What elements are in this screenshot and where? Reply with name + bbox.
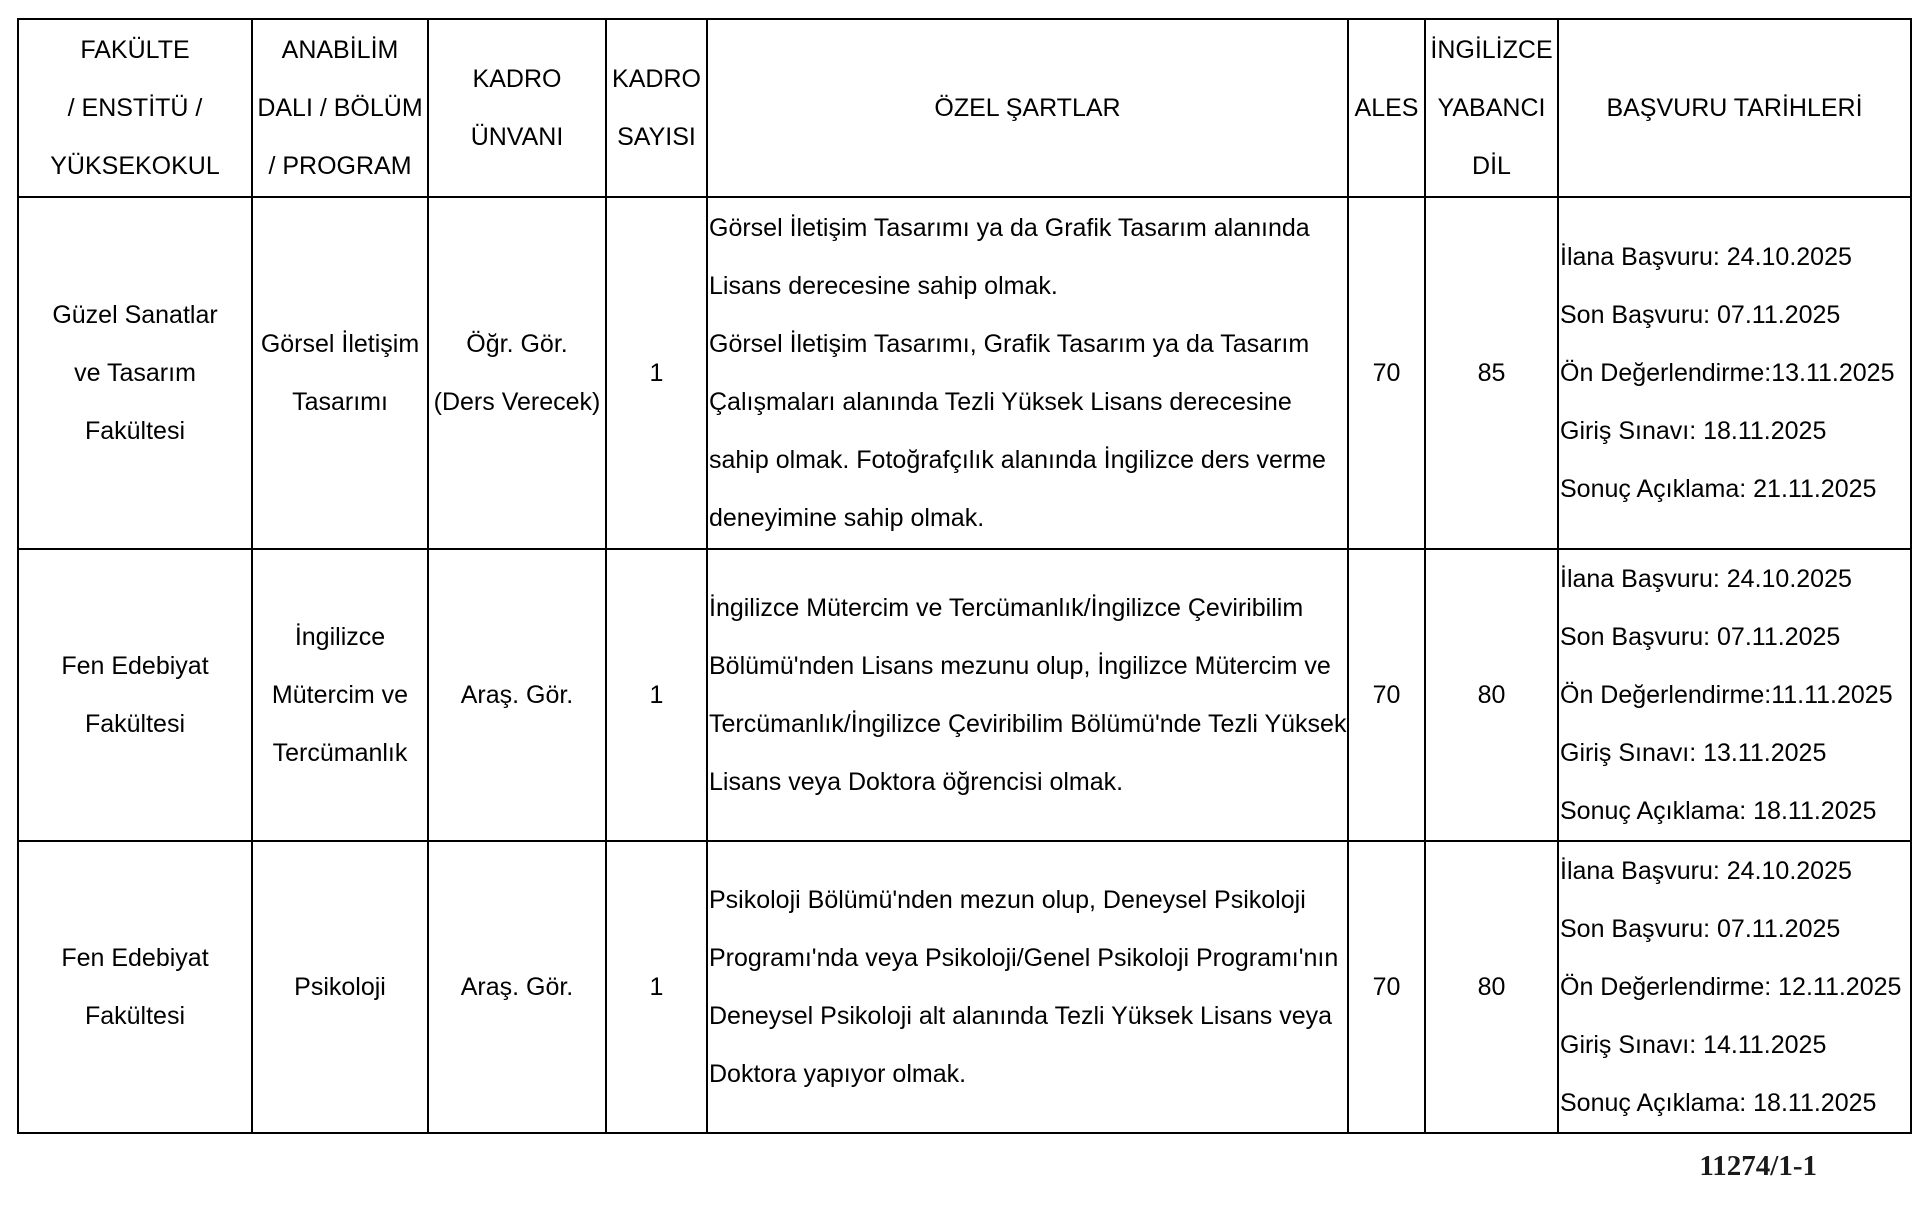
header-fakulte bbox=[18, 19, 252, 197]
header-line: ÖZEL ŞARTLAR bbox=[934, 94, 1121, 122]
header-row bbox=[18, 19, 1911, 197]
unvan-cell bbox=[428, 197, 606, 549]
cell-line: İngilizce Mütercim ve Tercümanlık/İngilizce Çeviribilim bbox=[709, 594, 1304, 622]
unvan-cell bbox=[428, 841, 606, 1133]
cell-line: Sonuç Açıklama: 21.11.2025 bbox=[1560, 475, 1877, 503]
cell-line: Tercümanlık/İngilizce Çeviribilim Bölümü'nde Tezli Yüksek bbox=[709, 710, 1347, 738]
cell-line: Ön Değerlendirme: 12.11.2025 bbox=[1560, 973, 1902, 1001]
cell-line: Görsel İletişim Tasarımı ya da Grafik Tasarım alanında bbox=[709, 214, 1310, 242]
cell-line: Çalışmaları alanında Tezli Yüksek Lisans derecesine bbox=[709, 388, 1292, 416]
header-line: YÜKSEKOKUL bbox=[50, 152, 220, 180]
cell-line: Psikoloji Bölümü'nden mezun olup, Deneysel Psikoloji bbox=[709, 886, 1306, 914]
sartlar-cell bbox=[707, 549, 1348, 841]
fakulte-cell bbox=[18, 197, 252, 549]
sayi-cell: 1 bbox=[606, 841, 707, 1133]
bolum-cell bbox=[252, 549, 428, 841]
header-line: YABANCI bbox=[1437, 94, 1546, 122]
header-line: ALES bbox=[1354, 94, 1419, 122]
bolum-cell bbox=[252, 197, 428, 549]
header-line: DALI / BÖLÜM bbox=[257, 94, 423, 122]
cell-line: Araş. Gör. bbox=[460, 973, 574, 1001]
header-kadro-unvani bbox=[428, 19, 606, 197]
dil-cell: 80 bbox=[1425, 549, 1558, 841]
table-row bbox=[18, 197, 1911, 549]
header-bolum bbox=[252, 19, 428, 197]
tarihler-cell bbox=[1558, 841, 1911, 1133]
header-line: FAKÜLTE bbox=[80, 36, 190, 64]
header-ozel-sartlar bbox=[707, 19, 1348, 197]
header-line: İNGİLİZCE bbox=[1430, 36, 1553, 64]
kadro-ilan-table bbox=[17, 18, 1912, 1134]
sayi-cell: 1 bbox=[606, 197, 707, 549]
header-basvuru-tarihleri bbox=[1558, 19, 1911, 197]
cell-line: Giriş Sınavı: 13.11.2025 bbox=[1560, 739, 1827, 767]
cell-line: Son Başvuru: 07.11.2025 bbox=[1560, 301, 1841, 329]
header-line: DİL bbox=[1472, 152, 1511, 180]
cell-line: İlana Başvuru: 24.10.2025 bbox=[1560, 565, 1852, 593]
cell-line: Ön Değerlendirme:13.11.2025 bbox=[1560, 359, 1895, 387]
cell-line: ve Tasarım bbox=[74, 359, 196, 387]
cell-line: Fakültesi bbox=[84, 417, 186, 445]
header-ingilizce-dil bbox=[1425, 19, 1558, 197]
cell-line: İlana Başvuru: 24.10.2025 bbox=[1560, 243, 1852, 271]
cell-line: Güzel Sanatlar bbox=[52, 301, 218, 329]
tarihler-cell bbox=[1558, 549, 1911, 841]
table-row bbox=[18, 841, 1911, 1133]
cell-line: Görsel İletişim Tasarımı, Grafik Tasarım ya da Tasarım bbox=[709, 330, 1310, 358]
header-line: BAŞVURU TARİHLERİ bbox=[1606, 94, 1863, 122]
cell-line: Deneysel Psikoloji alt alanında Tezli Yüksek Lisans veya bbox=[709, 1002, 1333, 1030]
header-line: SAYISI bbox=[617, 123, 696, 151]
cell-line: deneyimine sahip olmak. bbox=[709, 504, 985, 532]
dil-cell: 85 bbox=[1425, 197, 1558, 549]
header-line: KADRO bbox=[472, 65, 562, 93]
cell-line: Giriş Sınavı: 14.11.2025 bbox=[1560, 1031, 1827, 1059]
cell-line: İlana Başvuru: 24.10.2025 bbox=[1560, 857, 1852, 885]
bolum-cell bbox=[252, 841, 428, 1133]
cell-line: Sonuç Açıklama: 18.11.2025 bbox=[1560, 1089, 1877, 1117]
fakulte-cell bbox=[18, 549, 252, 841]
ales-cell: 70 bbox=[1348, 549, 1425, 841]
cell-line: İngilizce bbox=[294, 623, 386, 651]
cell-line: Giriş Sınavı: 18.11.2025 bbox=[1560, 417, 1827, 445]
sayi-cell: 1 bbox=[606, 549, 707, 841]
tarihler-cell bbox=[1558, 197, 1911, 549]
cell-line: Fakültesi bbox=[84, 710, 186, 738]
cell-line: Ön Değerlendirme:11.11.2025 bbox=[1560, 681, 1893, 709]
cell-line: Görsel İletişim bbox=[260, 330, 420, 358]
dil-cell: 80 bbox=[1425, 841, 1558, 1133]
header-line: ANABİLİM bbox=[281, 36, 399, 64]
cell-line: Psikoloji bbox=[294, 973, 386, 1001]
sartlar-cell bbox=[707, 197, 1348, 549]
ales-cell: 70 bbox=[1348, 841, 1425, 1133]
cell-line: Fen Edebiyat bbox=[61, 944, 209, 972]
header-line: / ENSTİTÜ / bbox=[67, 94, 203, 122]
cell-line: Son Başvuru: 07.11.2025 bbox=[1560, 623, 1841, 651]
header-kadro-sayisi bbox=[606, 19, 707, 197]
cell-line: Tasarımı bbox=[292, 388, 388, 416]
header-line: / PROGRAM bbox=[268, 152, 412, 180]
cell-line: Lisans veya Doktora öğrencisi olmak. bbox=[709, 768, 1124, 796]
cell-line: Lisans derecesine sahip olmak. bbox=[709, 272, 1058, 300]
cell-line: Fakültesi bbox=[84, 1002, 186, 1030]
cell-line: Son Başvuru: 07.11.2025 bbox=[1560, 915, 1841, 943]
cell-line: Araş. Gör. bbox=[460, 681, 574, 709]
cell-line: Öğr. Gör. bbox=[466, 330, 568, 358]
ales-cell: 70 bbox=[1348, 197, 1425, 549]
header-ales bbox=[1348, 19, 1425, 197]
cell-line: Fen Edebiyat bbox=[61, 652, 209, 680]
cell-line: Bölümü'nden Lisans mezunu olup, İngilizce Mütercim ve bbox=[709, 652, 1331, 680]
document-reference-number: 11274/1-1 bbox=[1699, 1150, 1817, 1182]
header-line: KADRO bbox=[612, 65, 701, 93]
cell-line: Doktora yapıyor olmak. bbox=[709, 1060, 967, 1088]
cell-line: Sonuç Açıklama: 18.11.2025 bbox=[1560, 797, 1877, 825]
cell-line: Tercümanlık bbox=[272, 739, 408, 767]
cell-line: sahip olmak. Fotoğrafçılık alanında İngilizce ders verme bbox=[709, 446, 1326, 474]
cell-line: Mütercim ve bbox=[271, 681, 409, 709]
header-line: ÜNVANI bbox=[470, 123, 564, 151]
unvan-cell bbox=[428, 549, 606, 841]
sartlar-cell bbox=[707, 841, 1348, 1133]
cell-line: Programı'nda veya Psikoloji/Genel Psikoloji Programı'nın bbox=[709, 944, 1339, 972]
fakulte-cell bbox=[18, 841, 252, 1133]
table-row bbox=[18, 549, 1911, 841]
cell-line: (Ders Verecek) bbox=[433, 388, 601, 416]
